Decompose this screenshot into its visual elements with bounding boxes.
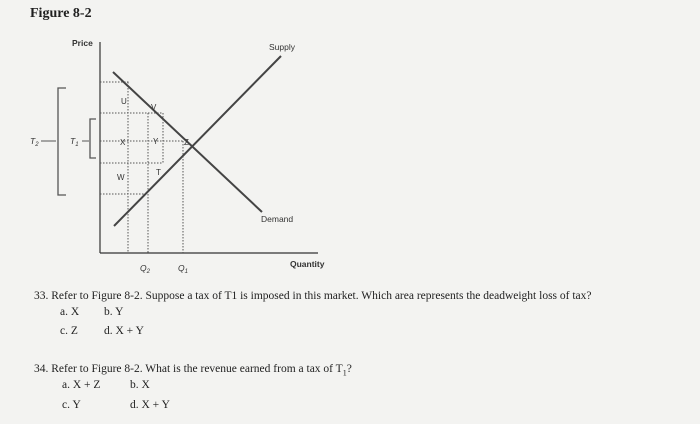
area-v-label: V <box>151 103 157 112</box>
t2-label: $T_2$ <box>30 136 39 148</box>
area-x-label: X <box>120 138 126 147</box>
q1-label: $Q_1$ <box>178 263 188 275</box>
area-u-label: U <box>121 97 127 106</box>
q34-option-b: b. X <box>130 379 150 391</box>
t1-bracket <box>90 119 96 158</box>
t2-bracket <box>58 88 66 195</box>
q33-option-a: a. X <box>60 306 80 318</box>
question-33 <box>34 289 592 303</box>
area-z-label: Z <box>184 138 189 147</box>
q2-label: $Q_2$ <box>140 263 150 275</box>
question-33-text: Refer to Figure 8-2. Suppose a tax of T1 is imposed in this market. Which area represents the deadweight loss of tax? <box>51 290 592 302</box>
x-axis-label: Quantity <box>290 259 325 269</box>
t1-label: $T_1$ <box>70 136 79 148</box>
figure-title: Figure 8-2 <box>30 6 92 21</box>
demand-label: Demand <box>261 214 294 224</box>
area-y-label: Y <box>153 137 159 146</box>
y-axis-label: Price <box>72 38 93 48</box>
supply-label: Supply <box>269 42 295 52</box>
question-33-number: 33. <box>34 290 49 302</box>
q34-option-c: c. Y <box>62 399 81 411</box>
area-t-label: T <box>156 168 161 177</box>
question-34-number: 34. <box>34 363 49 375</box>
q33-option-d: d. X + Y <box>104 325 144 337</box>
q34-option-d: d. X + Y <box>130 399 170 411</box>
q33-option-b: b. Y <box>104 306 124 318</box>
question-34-text: Refer to Figure 8-2. What is the revenue earned from a tax of $T_1$? <box>51 363 352 378</box>
area-w-label: W <box>117 173 125 182</box>
q33-option-c: c. Z <box>60 325 78 337</box>
q34-option-a: a. X + Z <box>62 379 101 391</box>
